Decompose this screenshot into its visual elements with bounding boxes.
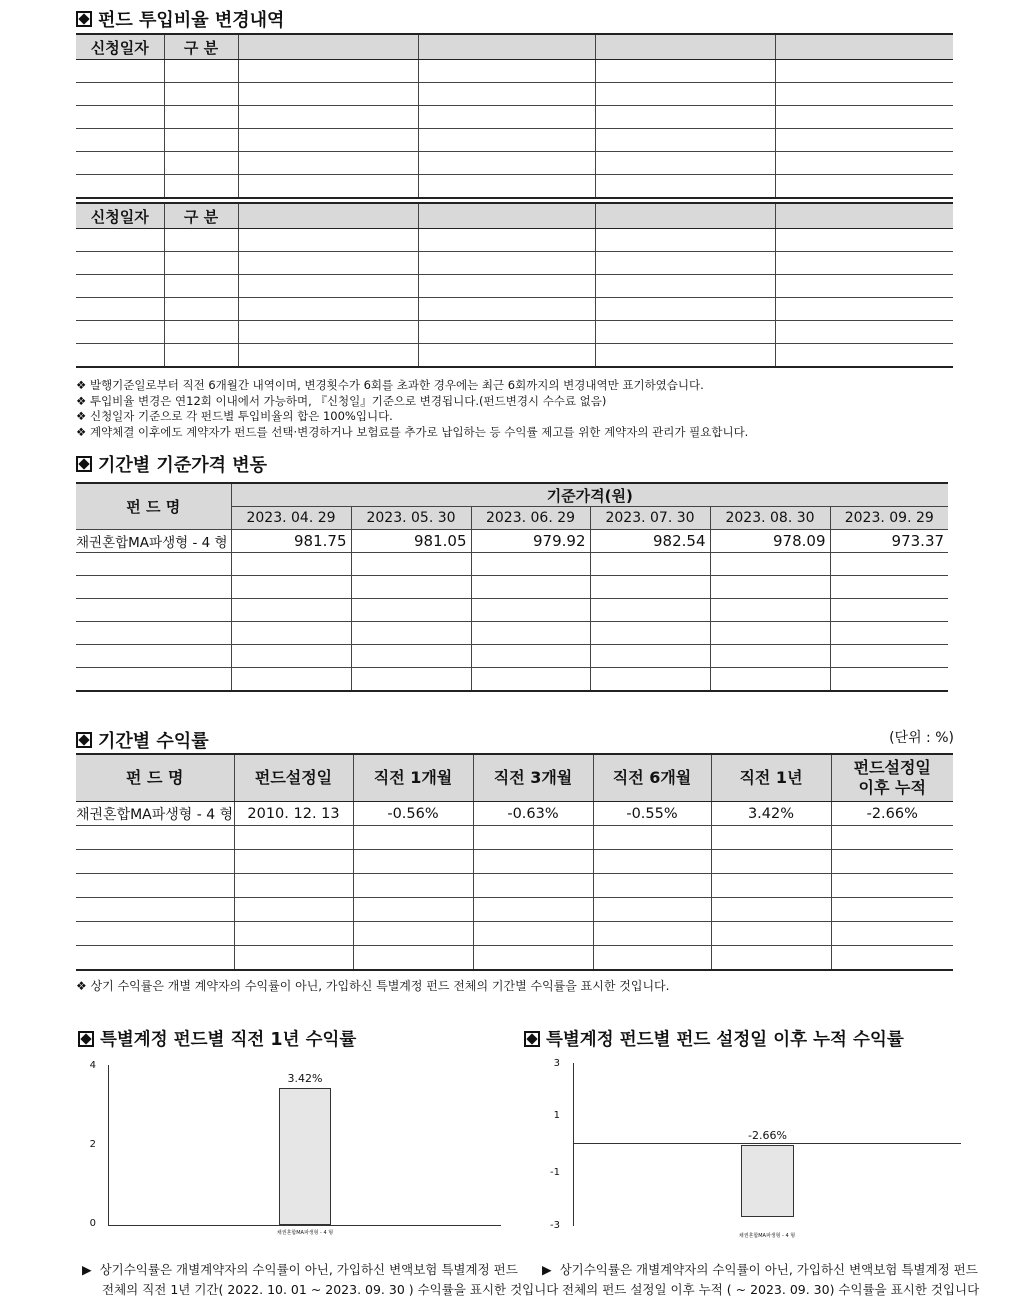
date-header: 2023. 08. 30 xyxy=(710,507,830,530)
chart2-title xyxy=(524,1026,904,1051)
return-6m-header: 직전 6개월 xyxy=(593,754,711,802)
return-1m-header: 직전 1개월 xyxy=(353,754,473,802)
fund-name-header: 펀 드 명 xyxy=(76,754,234,802)
return-1y-cell: 3.42% xyxy=(711,802,831,826)
col-type-header: 구 분 xyxy=(164,203,238,229)
section1-title-text: 펀드 투입비율 변경내역 xyxy=(98,10,285,31)
price-cell: 981.75 xyxy=(231,530,351,553)
chart-bar xyxy=(279,1088,331,1225)
section2-title-text: 기간별 기준가격 변동 xyxy=(98,455,268,476)
price-cell: 973.37 xyxy=(830,530,948,553)
change-table-1 xyxy=(76,33,953,199)
col-date-header: 신청일자 xyxy=(76,203,164,229)
date-header: 2023. 06. 29 xyxy=(471,507,590,530)
section2-title xyxy=(76,451,267,477)
price-cell: 981.05 xyxy=(351,530,471,553)
price-header: 기준가격(원) xyxy=(231,483,948,507)
note-item: ❖ 투입비율 변경은 연12회 이내에서 가능하며, 『신청일』기준으로 변경됩니다.(펀드변경시 수수료 없음) xyxy=(76,394,976,410)
x-axis xyxy=(108,1225,501,1226)
fund-name-cell: 채권혼합MA파생형 - 4 형 xyxy=(76,802,234,826)
note-item: ❖ 발행기준일로부터 직전 6개월간 내역이며, 변경횟수가 6회를 초과한 경우에는 최근 6회까지의 변경내역만 표기하였습니다. xyxy=(76,378,976,394)
return-cumulative-cell: -2.66% xyxy=(831,802,953,826)
y-tick-label: -1 xyxy=(550,1167,560,1178)
footnote-line: 전체의 직전 1년 기간( 2022. 10. 01 ~ 2023. 09. 30 ) 수익률을 표시한 것입니다 xyxy=(102,1282,559,1297)
footnote-line: 상기수익률은 개별계약자의 수익률이 아닌, 가입하신 변액보험 특별계정 펀드 xyxy=(99,1262,518,1277)
price-cell: 979.92 xyxy=(471,530,590,553)
x-tick-label: 채권혼합MA파생형 - 4 형 xyxy=(738,1233,796,1239)
price-table xyxy=(76,482,948,692)
return-1m-cell: -0.56% xyxy=(353,802,473,826)
chart1-title-text: 특별계정 펀드별 직전 1년 수익률 xyxy=(100,1030,357,1050)
footnote-line: 전체의 펀드 설정일 이후 누적 ( ~ 2023. 09. 30) 수익률을 표시한 것입니다 xyxy=(562,1282,980,1297)
return-6m-cell: -0.55% xyxy=(593,802,711,826)
triangle-bullet-icon: ▶ xyxy=(82,1262,92,1277)
section3-title xyxy=(76,727,209,753)
chart1-title xyxy=(78,1026,356,1051)
chart1 xyxy=(76,1060,506,1245)
price-cell: 982.54 xyxy=(590,530,710,553)
section1-title xyxy=(76,6,284,32)
y-axis xyxy=(573,1063,574,1226)
bar-data-label: -2.66% xyxy=(748,1128,787,1142)
table-row xyxy=(76,802,953,826)
chart2-footnote xyxy=(542,1260,979,1300)
note-item: ❖ 신청일자 기준으로 각 펀드별 투입비율의 합은 100%입니다. xyxy=(76,409,976,425)
y-tick-label: 2 xyxy=(89,1139,96,1150)
diamond-bullet-icon xyxy=(76,732,92,748)
unit-label: (단위 : %) xyxy=(889,730,954,746)
diamond-bullet-icon xyxy=(76,11,92,27)
diamond-bullet-icon xyxy=(524,1031,540,1047)
chart1-footnote xyxy=(82,1260,558,1300)
table-row xyxy=(76,530,948,553)
diamond-bullet-icon xyxy=(76,456,92,472)
price-cell: 978.09 xyxy=(710,530,830,553)
footnote-line: 상기수익률은 개별계약자의 수익률이 아닌, 가입하신 변액보험 특별계정 펀드 xyxy=(559,1262,978,1277)
return-3m-header: 직전 3개월 xyxy=(473,754,593,802)
start-date-cell: 2010. 12. 13 xyxy=(234,802,353,826)
y-tick-label: 4 xyxy=(89,1060,96,1071)
return-3m-cell: -0.63% xyxy=(473,802,593,826)
y-tick-label: 1 xyxy=(553,1110,560,1121)
x-tick-label: 채권혼합MA파생형 - 4 형 xyxy=(276,1230,334,1236)
start-date-header: 펀드설정일 xyxy=(234,754,353,802)
date-header: 2023. 07. 30 xyxy=(590,507,710,530)
col-type-header: 구 분 xyxy=(164,34,238,60)
note-item: ❖ 계약체결 이후에도 계약자가 펀드를 선택·변경하거나 보험료를 추가로 납입하는 등 수익률 제고를 위한 계약자의 관리가 필요합니다. xyxy=(76,425,976,441)
date-header: 2023. 09. 29 xyxy=(830,507,948,530)
return-cumulative-header: 펀드설정일 이후 누적 xyxy=(831,754,953,802)
section1-notes xyxy=(76,378,976,440)
section3-title-text: 기간별 수익률 xyxy=(98,731,209,752)
change-table-2 xyxy=(76,202,953,368)
y-axis xyxy=(108,1065,109,1225)
chart2 xyxy=(540,1058,965,1248)
fund-name-cell: 채권혼합MA파생형 - 4 형 xyxy=(76,530,231,553)
y-tick-label: 0 xyxy=(89,1218,96,1229)
y-tick-label: -3 xyxy=(550,1220,560,1231)
date-header: 2023. 05. 30 xyxy=(351,507,471,530)
section3-note xyxy=(76,979,669,995)
col-date-header: 신청일자 xyxy=(76,34,164,60)
y-tick-label: 3 xyxy=(553,1058,560,1069)
date-header: 2023. 04. 29 xyxy=(231,507,351,530)
fund-name-header: 펀 드 명 xyxy=(76,483,231,530)
chart2-title-text: 특별계정 펀드별 펀드 설정일 이후 누적 수익률 xyxy=(546,1030,904,1050)
return-1y-header: 직전 1년 xyxy=(711,754,831,802)
triangle-bullet-icon: ▶ xyxy=(542,1262,552,1277)
note-item: ❖ 상기 수익률은 개별 계약자의 수익률이 아닌, 가입하신 특별계정 펀드 전체의 기간별 수익률을 표시한 것입니다. xyxy=(76,979,669,995)
bar-data-label: 3.42% xyxy=(287,1072,323,1086)
chart-bar xyxy=(741,1145,794,1217)
return-table xyxy=(76,753,953,971)
diamond-bullet-icon xyxy=(78,1031,94,1047)
